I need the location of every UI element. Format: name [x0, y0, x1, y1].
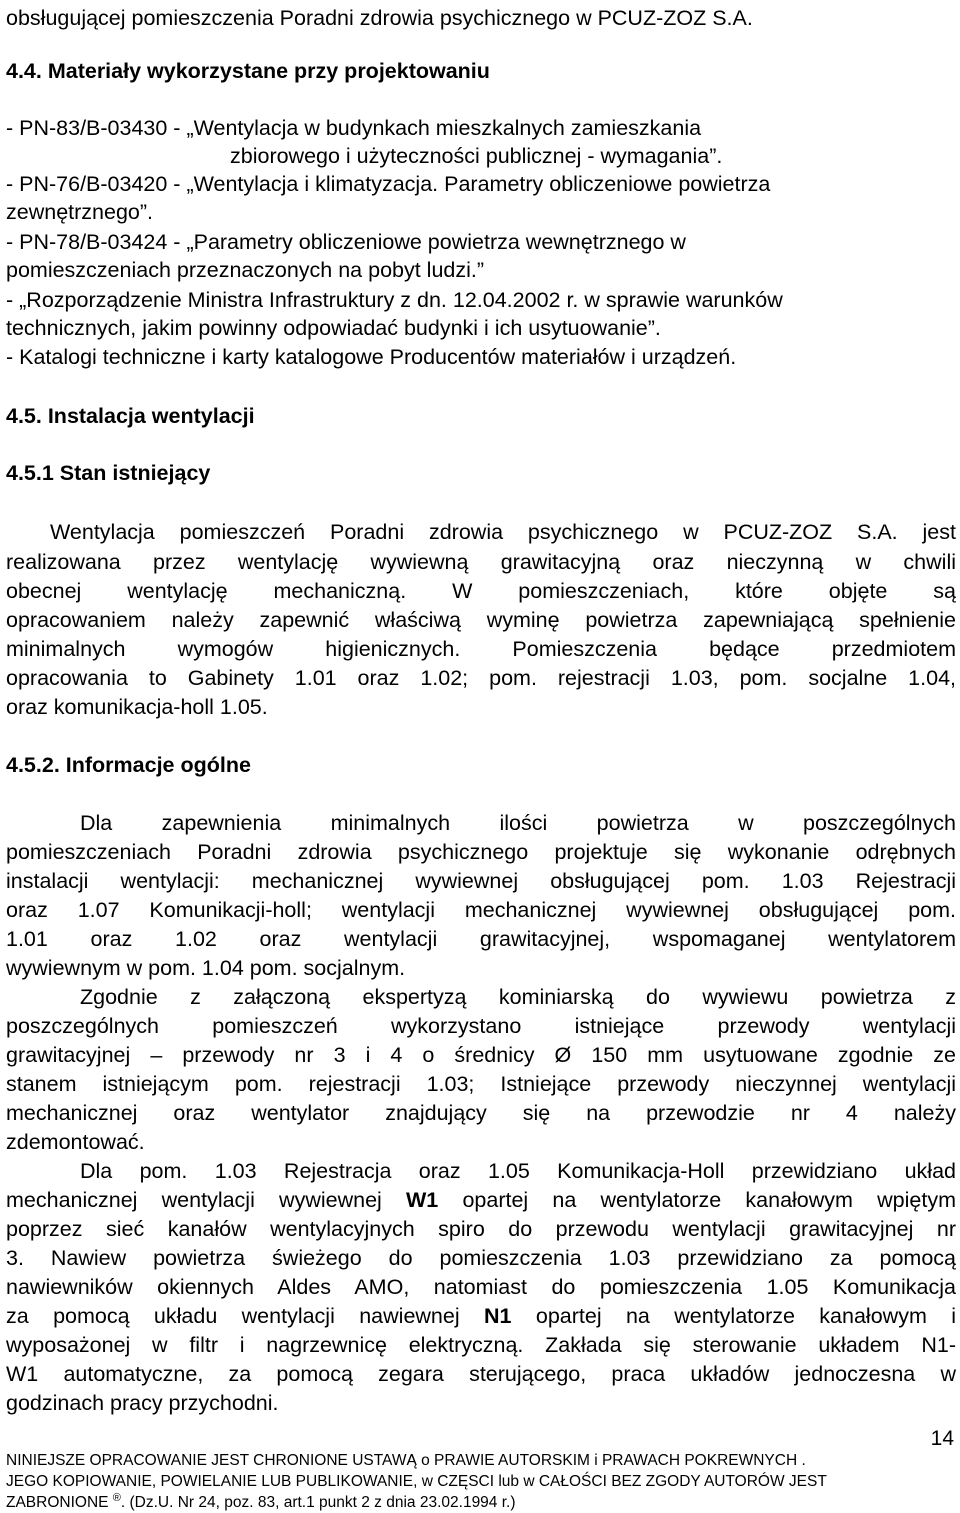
footer-line: JEGO KOPIOWANIE, POWIELANIE LUB PUBLIKOWANIE, w CZĘSCI lub w CAŁOŚCI BEZ ZGODY AUTORÓW JEST: [6, 1473, 827, 1490]
paragraph-line: instalacji wentylacji: mechanicznej wywiewnej obsługującej pom. 1.03 Rejestracji: [6, 869, 956, 893]
paragraph-line: [6, 1186, 956, 1214]
paragraph-line: wyposażonej w filtr i nagrzewnicę elektryczną. Zakłada się sterowanie układem N1-: [6, 1333, 956, 1357]
paragraph-line: stanem istniejącym pom. rejestracji 1.03; Istniejące przewody nieczynnej wentylacji: [6, 1072, 956, 1096]
reference-line: - Katalogi techniczne i karty katalogowe Producentów materiałów i urządzeń.: [6, 345, 737, 369]
intro-line: obsługującej pomieszczenia Poradni zdrowia psychicznego w PCUZ-ZOZ S.A.: [6, 6, 753, 30]
paragraph-line: 1.01 oraz 1.02 oraz wentylacji grawitacyjnej, wspomaganej wentylatorem: [6, 927, 956, 951]
paragraph-line: 3. Nawiew powietrza świeżego do pomieszczenia 1.03 przewidziano za pomocą: [6, 1246, 956, 1270]
paragraph-line: [6, 1302, 956, 1330]
paragraph-line: oraz 1.07 Komunikacji-holl; wentylacji mechanicznej wywiewnej obsługującej pom.: [6, 898, 956, 922]
unit-label-n1: N1: [484, 1304, 512, 1328]
footer-line: [6, 1491, 516, 1512]
text-run: mechanicznej wentylacji wywiewnej: [6, 1188, 382, 1212]
paragraph-line: realizowana przez wentylację wywiewną grawitacyjną oraz nieczynną w chwili: [6, 550, 956, 574]
reference-line: - PN-83/B-03430 - „Wentylacja w budynkach mieszkalnych zamieszkania: [6, 116, 702, 140]
paragraph-line: pomieszczeniach Poradni zdrowia psychicznego projektuje się wykonanie odrębnych: [6, 840, 956, 864]
paragraph-line: Dla pom. 1.03 Rejestracja oraz 1.05 Komunikacja-Holl przewidziano układ: [80, 1159, 956, 1183]
reference-line: - „Rozporządzenie Ministra Infrastruktury z dn. 12.04.2002 r. w sprawie warunków: [6, 288, 783, 312]
reference-line: zewnętrznego”.: [6, 200, 153, 224]
reference-line: - PN-78/B-03424 - „Parametry obliczeniowe powietrza wewnętrznego w: [6, 230, 686, 254]
paragraph-line: Zgodnie z załączoną ekspertyzą kominiarską do wywiewu powietrza z: [80, 985, 956, 1009]
paragraph-line: poprzez sieć kanałów wentylacyjnych spiro do przewodu wentylacji grawitacyjnej nr: [6, 1217, 956, 1241]
heading-4-5: 4.5. Instalacja wentylacji: [6, 404, 255, 428]
registered-mark: ®: [112, 1491, 121, 1504]
paragraph-line: poszczególnych pomieszczeń wykorzystano istniejące przewody wentylacji: [6, 1014, 956, 1038]
paragraph-line: godzinach pracy przychodni.: [6, 1391, 279, 1415]
heading-4-4: 4.4. Materiały wykorzystane przy projektowaniu: [6, 59, 490, 83]
paragraph-line: W1 automatyczne, za pomocą zegara sterującego, praca układów jednoczesna w: [6, 1362, 956, 1386]
paragraph-line: Dla zapewnienia minimalnych ilości powietrza w poszczególnych: [80, 811, 956, 835]
text-run: za pomocą układu wentylacji nawiewnej: [6, 1304, 460, 1328]
paragraph-line: obecnej wentylację mechaniczną. W pomieszczeniach, które objęte są: [6, 579, 956, 603]
footer-line: NINIEJSZE OPRACOWANIE JEST CHRONIONE USTAWĄ o PRAWIE AUTORSKIM i PRAWACH POKREWNYCH .: [6, 1452, 806, 1469]
paragraph-line: opracowaniem należy zapewnić właściwą wyminę powietrza zapewniającą spełnienie: [6, 608, 956, 632]
text-run: . (Dz.U. Nr 24, poz. 83, art.1 punkt 2 z dnia 23.02.1994 r.): [120, 1494, 516, 1511]
text-run: opartej na wentylatorze kanałowym i: [535, 1304, 956, 1328]
reference-line: pomieszczeniach przeznaczonych na pobyt ludzi.”: [6, 258, 485, 282]
paragraph-line: oraz komunikacja-holl 1.05.: [6, 695, 268, 719]
page-number: 14: [930, 1427, 954, 1450]
heading-4-5-2: 4.5.2. Informacje ogólne: [6, 753, 251, 777]
heading-4-5-1: 4.5.1 Stan istniejący: [6, 461, 211, 485]
text-run: opartej na wentylatorze kanałowym wpiętym: [462, 1188, 956, 1212]
paragraph-line: mechanicznej oraz wentylator znajdujący się na przewodzie nr 4 należy: [6, 1101, 956, 1125]
unit-label-w1: W1: [406, 1188, 439, 1212]
paragraph-line: zdemontować.: [6, 1130, 145, 1154]
paragraph-line: wywiewnym w pom. 1.04 pom. socjalnym.: [6, 956, 406, 980]
paragraph-line: grawitacyjnej – przewody nr 3 i 4 o średnicy Ø 150 mm usytuowane zgodnie ze: [6, 1043, 956, 1067]
paragraph-line: opracowania to Gabinety 1.01 oraz 1.02; pom. rejestracji 1.03, pom. socjalne 1.04,: [6, 666, 956, 690]
paragraph-line: minimalnych wymogów higienicznych. Pomieszczenia będące przedmiotem: [6, 637, 956, 661]
reference-line: technicznych, jakim powinny odpowiadać budynki i ich usytuowanie”.: [6, 316, 661, 340]
reference-line: - PN-76/B-03420 - „Wentylacja i klimatyzacja. Parametry obliczeniowe powietrza: [6, 172, 771, 196]
paragraph-line: Wentylacja pomieszczeń Poradni zdrowia psychicznego w PCUZ-ZOZ S.A. jest: [50, 520, 956, 544]
reference-line: zbiorowego i użyteczności publicznej - wymagania”.: [230, 144, 723, 168]
paragraph-line: nawiewników okiennych Aldes AMO, natomiast do pomieszczenia 1.05 Komunikacja: [6, 1275, 956, 1299]
text-run: ZABRONIONE: [6, 1494, 109, 1511]
